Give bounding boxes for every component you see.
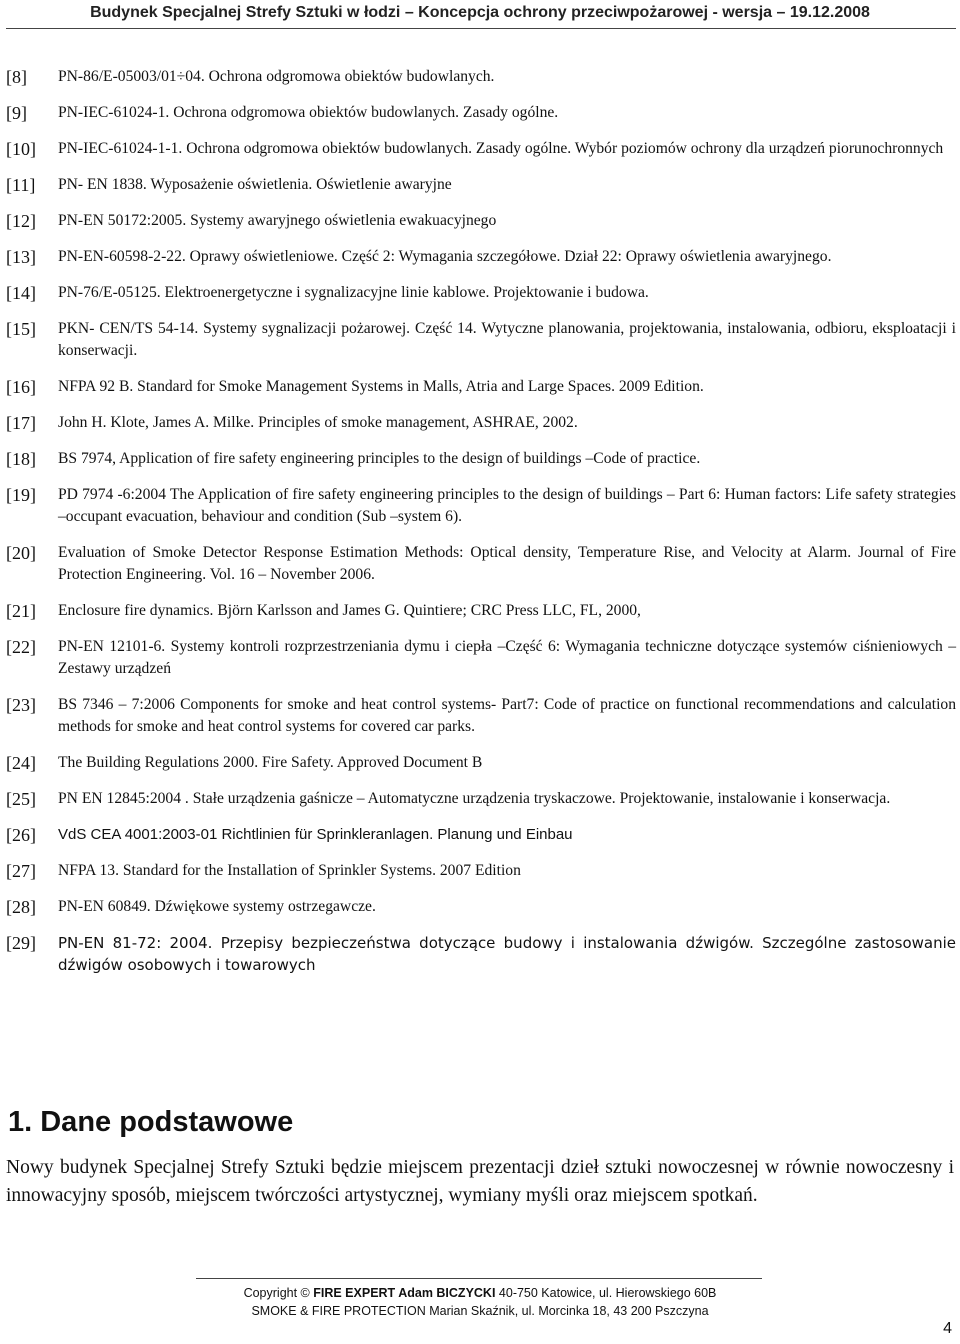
- reference-number: [20]: [6, 543, 36, 563]
- reference-number: [8]: [6, 67, 27, 87]
- header-version: - wersja – 19.12.2008: [708, 4, 870, 21]
- reference-item: [6, 694, 956, 738]
- reference-number: [29]: [6, 933, 36, 953]
- reference-text: BS 7974, Application of fire safety engineering principles to the design of buildings –Code of practice.: [58, 450, 701, 467]
- reference-number: [25]: [6, 789, 36, 809]
- page-footer: [0, 1284, 960, 1320]
- reference-text: PN-IEC-61024-1. Ochrona odgromowa obiektów budowlanych. Zasady ogólne.: [58, 104, 559, 121]
- header-title: Budynek Specjalnej Strefy Sztuki w łodzi – Koncepcja ochrony przeciwpożarowej: [90, 4, 709, 21]
- footer-address: 40-750 Katowice, ul. Hierowskiego 60B: [495, 1286, 717, 1300]
- reference-text: PN EN 12845:2004 . Stałe urządzenia gaśnicze – Automatyczne urządzenia tryskaczowe. Projektowanie, instalowanie i konserwacja.: [58, 790, 891, 807]
- reference-item: [6, 318, 956, 362]
- reference-item: [6, 174, 956, 196]
- reference-item: [6, 896, 956, 918]
- reference-text: NFPA 92 B. Standard for Smoke Management Systems in Malls, Atria and Large Spaces. 2009 Edition.: [58, 378, 704, 395]
- reference-item: [6, 484, 956, 528]
- reference-text: PN-IEC-61024-1-1. Ochrona odgromowa obiektów budowlanych. Zasady ogólne. Wybór poziomów ochrony dla urządzeń piorunochronnych: [58, 140, 944, 157]
- reference-item: [6, 824, 956, 846]
- reference-text: NFPA 13. Standard for the Installation of Sprinkler Systems. 2007 Edition: [58, 862, 521, 879]
- reference-item: [6, 66, 956, 88]
- section-heading: 1. Dane podstawowe: [8, 1106, 294, 1138]
- reference-item: [6, 542, 956, 586]
- reference-number: [16]: [6, 377, 36, 397]
- footer-line-1: [0, 1284, 960, 1302]
- reference-text: Enclosure fire dynamics. Björn Karlsson and James G. Quintiere; CRC Press LLC, FL, 2000,: [58, 602, 641, 619]
- reference-text: PN- EN 1838. Wyposażenie oświetlenia. Oświetlenie awaryjne: [58, 176, 452, 193]
- reference-item: [6, 246, 956, 268]
- reference-text: PN-EN 12101-6. Systemy kontroli rozprzestrzeniania dymu i ciepła –Część 6: Wymagania techniczne dotyczące systemów ciśnieniowych –Zestawy urządzeń: [58, 638, 956, 677]
- reference-text: PN-EN 50172:2005. Systemy awaryjnego oświetlenia ewakuacyjnego: [58, 212, 497, 229]
- reference-item: [6, 448, 956, 470]
- reference-item: [6, 282, 956, 304]
- reference-item: [6, 210, 956, 232]
- reference-text: PN-EN-60598-2-22. Oprawy oświetleniowe. Część 2: Wymagania szczegółowe. Dział 22: Oprawy oświetlenia awaryjnego.: [58, 248, 832, 265]
- reference-number: [21]: [6, 601, 36, 621]
- reference-number: [26]: [6, 825, 36, 845]
- reference-list: [6, 66, 956, 990]
- reference-item: [6, 138, 956, 160]
- reference-number: [12]: [6, 211, 36, 231]
- reference-item: [6, 600, 956, 622]
- footer-copyright: Copyright ©: [243, 1286, 314, 1300]
- footer-company: FIRE EXPERT Adam BICZYCKI: [313, 1286, 496, 1300]
- reference-item: [6, 636, 956, 680]
- reference-item: [6, 412, 956, 434]
- reference-item: [6, 932, 956, 976]
- page-number: 4: [943, 1320, 952, 1337]
- reference-number: [17]: [6, 413, 36, 433]
- reference-item: [6, 860, 956, 882]
- reference-text: The Building Regulations 2000. Fire Safety. Approved Document B: [58, 754, 483, 771]
- footer-line-2: SMOKE & FIRE PROTECTION Marian Skaźnik, ul. Morcinka 18, 43 200 Pszczyna: [251, 1304, 709, 1318]
- reference-number: [9]: [6, 103, 27, 123]
- reference-text: PN-86/E-05003/01÷04. Ochrona odgromowa obiektów budowlanych.: [58, 68, 495, 85]
- reference-text: PN-76/E-05125. Elektroenergetyczne i sygnalizacyjne linie kablowe. Projektowanie i budowa.: [58, 284, 649, 301]
- reference-text: John H. Klote, James A. Milke. Principles of smoke management, ASHRAE, 2002.: [58, 414, 578, 431]
- reference-item: [6, 752, 956, 774]
- reference-item: [6, 788, 956, 810]
- reference-number: [24]: [6, 753, 36, 773]
- reference-number: [27]: [6, 861, 36, 881]
- body-paragraph: Nowy budynek Specjalnej Strefy Sztuki będzie miejscem prezentacji dzieł sztuki nowoczesnej w równie nowoczesny i innowacyjny sposób, miejscem twórczości artystycznej, wymiany myśli oraz miejscem spotkań.: [6, 1157, 954, 1206]
- reference-text: VdS CEA 4001:2003-01 Richtlinien für Sprinkleranlagen. Planung und Einbau: [58, 826, 573, 843]
- reference-number: [11]: [6, 175, 36, 195]
- page-header: [0, 2, 960, 24]
- reference-number: [15]: [6, 319, 36, 339]
- reference-number: [18]: [6, 449, 36, 469]
- reference-item: [6, 102, 956, 124]
- reference-number: [10]: [6, 139, 36, 159]
- reference-number: [23]: [6, 695, 36, 715]
- reference-number: [28]: [6, 897, 36, 917]
- reference-item: [6, 376, 956, 398]
- reference-text: PKN- CEN/TS 54-14. Systemy sygnalizacji pożarowej. Część 14. Wytyczne planowania, projektowania, instalowania, odbioru, eksploatacji i konserwacji.: [58, 320, 956, 359]
- reference-text: PN-EN 60849. Dźwiękowe systemy ostrzegawcze.: [58, 898, 376, 915]
- reference-number: [22]: [6, 637, 36, 657]
- footer-divider: [196, 1278, 762, 1279]
- header-divider: [6, 28, 956, 29]
- reference-number: [14]: [6, 283, 36, 303]
- reference-text: PD 7974 -6:2004 The Application of fire safety engineering principles to the design of buildings – Part 6: Human factors: Life safety strategies –occupant evacuation, behaviour and condition (Sub –system 6).: [58, 486, 956, 525]
- reference-text: BS 7346 – 7:2006 Components for smoke and heat control systems- Part7: Code of practice on functional recommendations and calculation methods for smoke and heat control systems for covered car parks.: [58, 696, 956, 735]
- reference-text: Evaluation of Smoke Detector Response Estimation Methods: Optical density, Temperature Rise, and Velocity at Alarm. Journal of Fire Protection Engineering. Vol. 16 – November 2006.: [58, 544, 956, 583]
- reference-number: [13]: [6, 247, 36, 267]
- reference-text: PN-EN 81-72: 2004. Przepisy bezpieczeństwa dotyczące budowy i instalowania dźwigów. Szczególne zastosowanie dźwigów osobowych i towarowych: [58, 934, 956, 974]
- reference-number: [19]: [6, 485, 36, 505]
